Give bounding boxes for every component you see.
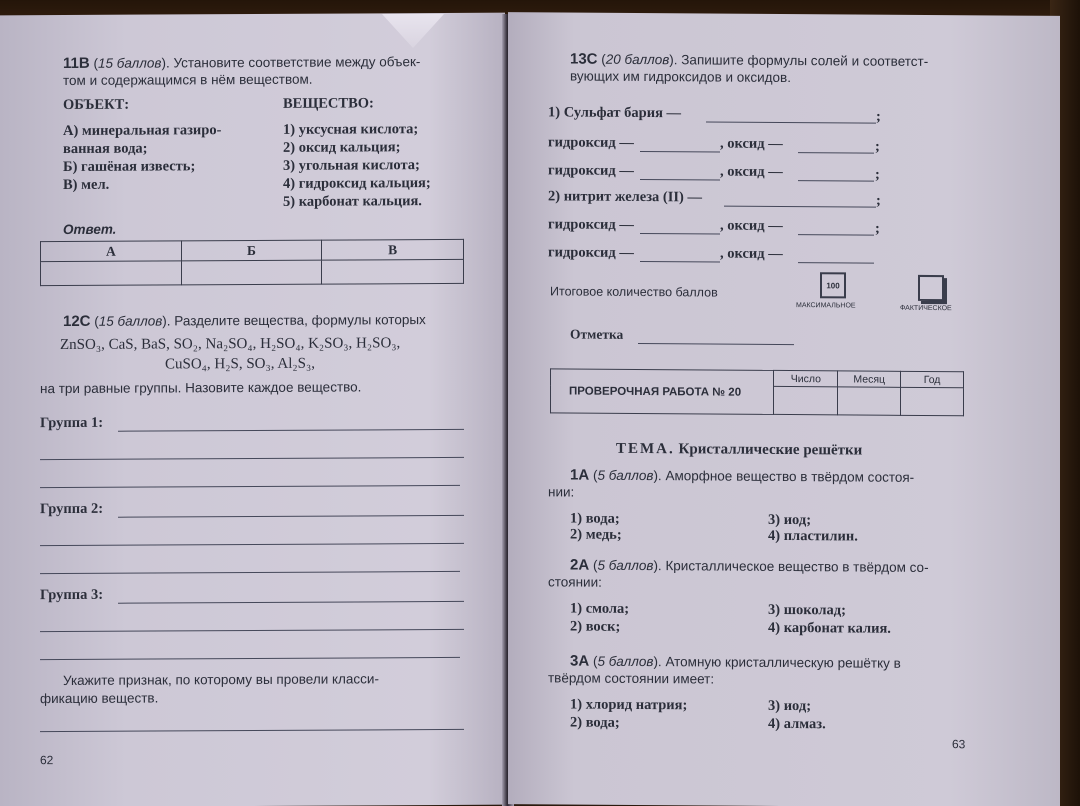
salt2-hydroxide2-line[interactable] bbox=[640, 261, 720, 263]
test-col-month: Месяц bbox=[838, 371, 901, 387]
q3-option-4[interactable]: 4) алмаз. bbox=[768, 715, 826, 733]
test-cell-year[interactable] bbox=[901, 387, 964, 415]
q3-text-line2: твёрдом состоянии имеет: bbox=[548, 670, 715, 687]
salt2-hydroxide1-line[interactable] bbox=[640, 233, 720, 235]
salt2-hydroxide1-label: гидроксид — bbox=[548, 216, 634, 233]
q3-text-line1: Атомную кристаллическую решётку в bbox=[665, 654, 901, 671]
group2-line3[interactable] bbox=[40, 571, 460, 574]
topic-heading bbox=[616, 441, 862, 460]
q2-heading: 2А (5 баллов). Кристаллическое вещество в твёрдом со- bbox=[570, 556, 929, 576]
left-page bbox=[0, 13, 505, 806]
answer-cell-a[interactable] bbox=[41, 261, 182, 286]
answer-cell-b[interactable] bbox=[181, 260, 322, 285]
q3-option-2[interactable]: 2) вода; bbox=[570, 714, 620, 731]
q1-heading: 1А (5 баллов). Аморфное вещество в твёрдом состоя- bbox=[570, 466, 915, 485]
q1-option-3[interactable]: 3) иод; bbox=[768, 511, 812, 529]
q11-points: 15 баллов bbox=[97, 55, 162, 71]
substance-1: 1) уксусная кислота; bbox=[283, 121, 419, 138]
test-header-table bbox=[550, 368, 964, 416]
max-score-value: 100 bbox=[826, 280, 840, 290]
object-b: Б) гашёная известь; bbox=[63, 158, 196, 175]
q3-option-3[interactable]: 3) иод; bbox=[768, 697, 812, 715]
q12-heading: 12С (15 баллов). Разделите вещества, формулы которых bbox=[63, 312, 426, 330]
q13-text-line2: вующих им гидроксидов и оксидов. bbox=[570, 68, 791, 86]
q11-text-line2: том и содержащимся в нём веществом. bbox=[63, 71, 313, 88]
q11-text-line1: Установите соответствие между объек- bbox=[173, 54, 421, 71]
answer-cell-c[interactable] bbox=[322, 259, 464, 284]
q1-text-line2: нии: bbox=[548, 484, 575, 500]
group2-line2[interactable] bbox=[40, 543, 464, 546]
q3-option-1[interactable]: 1) хлорид натрия; bbox=[570, 696, 688, 714]
object-a-line2: ванная вода; bbox=[63, 140, 148, 157]
q1-option-2[interactable]: 2) медь; bbox=[570, 526, 622, 543]
answer-col-a: А bbox=[41, 241, 182, 262]
formulas-line1: ZnSO₃, CaS, BaS, SO₂, Na₂SO₄, H₂SO₄, K₂SO₃, H₂SO₃, bbox=[60, 335, 401, 354]
q2-option-1[interactable]: 1) смола; bbox=[570, 600, 630, 617]
salt1-semicolon-3: ; bbox=[875, 166, 880, 183]
object-c: В) мел. bbox=[63, 176, 110, 193]
q12-number: 12С bbox=[63, 312, 91, 330]
salt2-answer-line[interactable] bbox=[724, 206, 876, 208]
salt1-semicolon: ; bbox=[876, 108, 881, 125]
test-cell-day[interactable] bbox=[774, 386, 838, 414]
q13-number: 13С bbox=[570, 50, 598, 68]
q3-heading: 3А (5 баллов). Атомную кристаллическую решётку в bbox=[570, 652, 901, 671]
group3-line1[interactable] bbox=[118, 601, 464, 604]
formulas-line2: CuSO₄, H₂S, SO₃, Al₂S₃, bbox=[165, 355, 315, 373]
salt1-oxide1-label: , оксид — bbox=[720, 135, 783, 152]
salt1-oxide2-label: , оксид — bbox=[720, 163, 783, 180]
q2-text-line2: стоянии: bbox=[548, 574, 602, 590]
page-number-right: 63 bbox=[952, 737, 966, 752]
salt2-oxide2-line[interactable] bbox=[798, 262, 874, 264]
salt2-label: 2) нитрит железа (II) — bbox=[548, 188, 702, 206]
salt1-oxide2-line[interactable] bbox=[798, 180, 874, 182]
salt1-answer-line[interactable] bbox=[706, 121, 876, 123]
mark-label: Отметка bbox=[570, 326, 624, 342]
substance-4: 4) гидроксид кальция; bbox=[283, 175, 431, 192]
object-a-line1: А) минеральная газиро- bbox=[63, 122, 222, 139]
q1-number: 1А bbox=[570, 466, 590, 484]
test-col-day: Число bbox=[774, 370, 838, 386]
answer-label: Ответ. bbox=[63, 221, 117, 237]
q3-points: 5 баллов bbox=[597, 653, 654, 670]
test-title: ПРОВЕРОЧНАЯ РАБОТА № 20 bbox=[551, 369, 774, 415]
sign-line1: Укажите признак, по которому вы провели класси- bbox=[63, 671, 379, 688]
topic-title: Кристаллические решётки bbox=[678, 441, 863, 459]
answer-col-b: Б bbox=[181, 240, 322, 261]
salt2-oxide1-line[interactable] bbox=[798, 234, 874, 236]
salt1-label: 1) Сульфат бария — bbox=[548, 104, 682, 122]
group3-line3[interactable] bbox=[40, 657, 460, 660]
topic-prefix: ТЕМА. bbox=[616, 440, 675, 458]
substance-5: 5) карбонат кальция. bbox=[283, 193, 422, 210]
page-number-left: 62 bbox=[40, 753, 54, 768]
q12-points: 15 баллов bbox=[98, 313, 163, 329]
max-score-box bbox=[820, 272, 846, 298]
sign-line2: фикацию веществ. bbox=[40, 690, 159, 707]
group1-line3[interactable] bbox=[40, 485, 460, 488]
group2-label: Группа 2: bbox=[40, 500, 104, 518]
q2-option-4[interactable]: 4) карбонат калия. bbox=[768, 619, 891, 637]
q11-number: 11В bbox=[63, 54, 90, 72]
group2-line1[interactable] bbox=[118, 515, 464, 518]
actual-score-label: ФАКТИЧЕСКОЕ bbox=[900, 304, 952, 313]
test-cell-month[interactable] bbox=[838, 387, 901, 415]
q13-text-line1: Запишите формулы солей и соответст- bbox=[681, 52, 929, 70]
q13-points: 20 баллов bbox=[605, 51, 670, 68]
q2-option-3[interactable]: 3) шоколад; bbox=[768, 601, 846, 619]
q1-option-4[interactable]: 4) пластилин. bbox=[768, 527, 858, 545]
mark-answer-line[interactable] bbox=[638, 343, 794, 345]
q13-heading: 13С (20 баллов). Запишите формулы солей и соответст- bbox=[570, 50, 929, 70]
q2-option-2[interactable]: 2) воск; bbox=[570, 618, 621, 635]
actual-score-box[interactable] bbox=[918, 275, 944, 301]
q1-option-1[interactable]: 1) вода; bbox=[570, 510, 620, 527]
q2-number: 2А bbox=[570, 556, 590, 574]
salt2-oxide2-label: , оксид — bbox=[720, 245, 783, 262]
salt1-semicolon-2: ; bbox=[875, 138, 880, 155]
q2-text-line1: Кристаллическое вещество в твёрдом со- bbox=[665, 558, 929, 576]
group1-label: Группа 1: bbox=[40, 414, 104, 432]
substance-2: 2) оксид кальция; bbox=[283, 139, 401, 156]
group1-line1[interactable] bbox=[118, 429, 464, 432]
group3-line2[interactable] bbox=[40, 629, 464, 632]
right-page bbox=[508, 12, 1060, 806]
q12-text: Разделите вещества, формулы которых bbox=[174, 312, 426, 329]
substance-header: ВЕЩЕСТВО: bbox=[283, 95, 374, 112]
salt2-semicolon-2: ; bbox=[875, 220, 880, 237]
answer-col-c: В bbox=[322, 239, 464, 260]
answer-table bbox=[40, 239, 464, 286]
max-score-label: МАКСИМАЛЬНОЕ bbox=[796, 302, 856, 310]
q1-points: 5 баллов bbox=[597, 467, 654, 484]
group1-line2[interactable] bbox=[40, 457, 464, 460]
object-header: ОБЪЕКТ: bbox=[63, 96, 130, 113]
salt1-hydroxide1-label: гидроксид — bbox=[548, 134, 634, 151]
salt1-hydroxide2-line[interactable] bbox=[640, 179, 720, 181]
q2-points: 5 баллов bbox=[597, 557, 654, 574]
salt1-oxide1-line[interactable] bbox=[798, 152, 874, 154]
q3-number: 3А bbox=[570, 652, 590, 670]
test-col-year: Год bbox=[901, 371, 964, 387]
total-score-label: Итоговое количество баллов bbox=[550, 284, 718, 300]
q12-text2: на три равные группы. Назовите каждое вещество. bbox=[40, 379, 362, 397]
salt2-semicolon: ; bbox=[876, 192, 881, 209]
workbook-spread bbox=[0, 14, 1058, 806]
salt2-oxide1-label: , оксид — bbox=[720, 217, 783, 234]
salt1-hydroxide2-label: гидроксид — bbox=[548, 162, 634, 179]
sign-answer-line[interactable] bbox=[40, 729, 464, 732]
q11-heading: 11В (15 баллов). Установите соответствие между объек- bbox=[63, 54, 421, 72]
salt2-hydroxide2-label: гидроксид — bbox=[548, 244, 634, 261]
group3-label: Группа 3: bbox=[40, 586, 104, 604]
substance-3: 3) угольная кислота; bbox=[283, 157, 420, 174]
q1-text-line1: Аморфное вещество в твёрдом состоя- bbox=[665, 468, 915, 485]
salt1-hydroxide1-line[interactable] bbox=[640, 151, 720, 153]
